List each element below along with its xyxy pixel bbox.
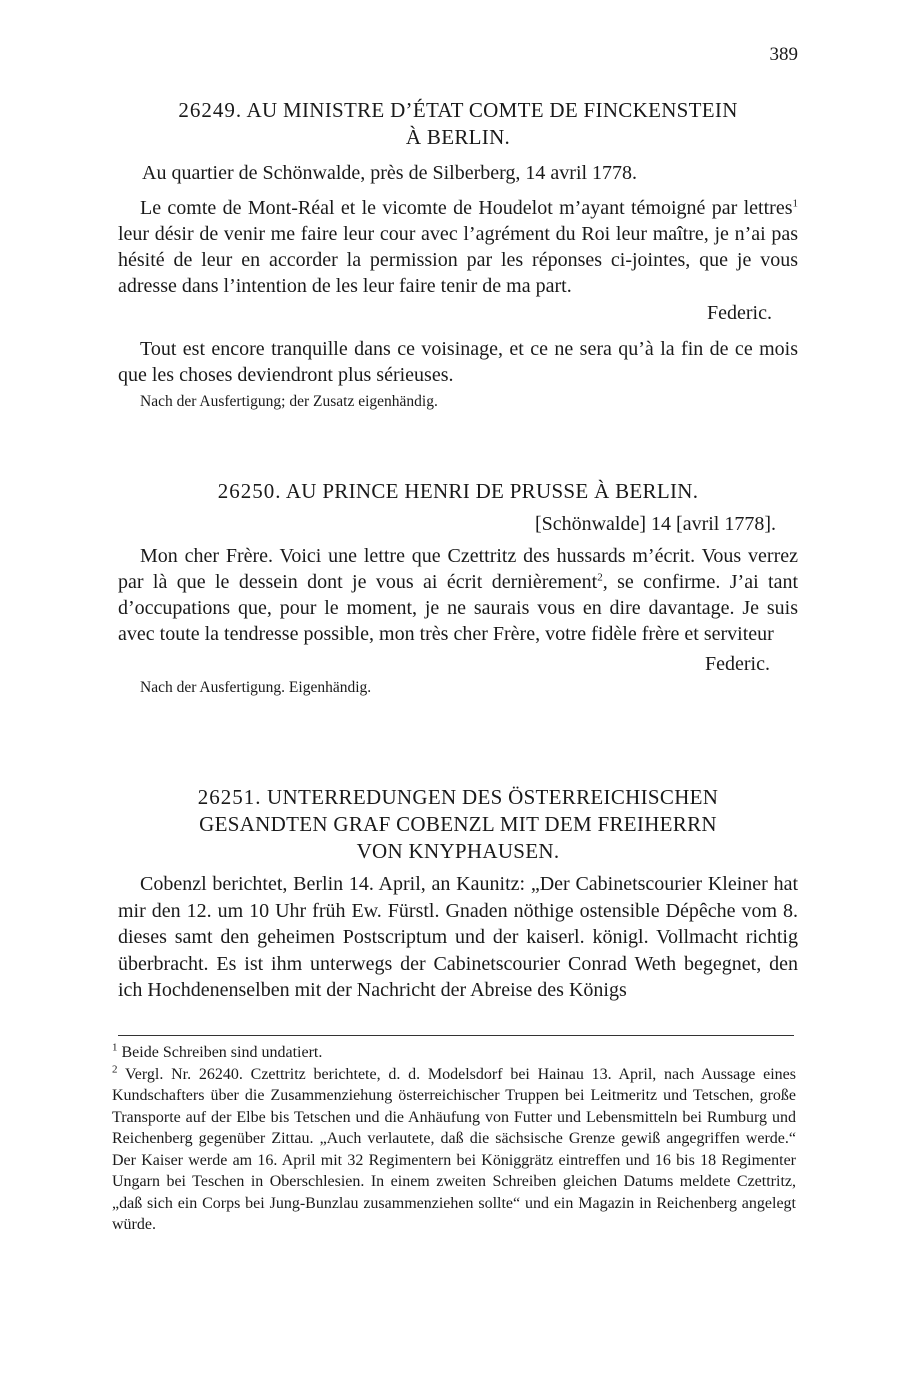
- doc1-title-line2: À BERLIN.: [405, 125, 511, 149]
- doc3-number: 26251.: [197, 785, 262, 809]
- document-26250: [118, 478, 798, 698]
- doc1-heading: [118, 97, 798, 151]
- doc3-title-line2: GESANDTEN GRAF COBENZL MIT DEM FREIHERRN: [199, 812, 717, 836]
- doc1-para1-rest: leur désir de venir me faire leur cour avec l’agrément du Roi leur maître, je n’ai pas hésité de leur en accorder la permission par les réponses ci-jointes, que je vous adresse dans l’intention de les leur faire tenir de ma part.: [118, 223, 798, 297]
- footnote-1-text: Beide Schreiben sind undatiert.: [117, 1044, 323, 1061]
- doc1-para1-text: Le comte de Mont-Réal et le vicomte de Houdelot m’ayant témoigné par lettres: [140, 197, 793, 219]
- document-26251: [118, 784, 798, 1004]
- doc3-title-line1: UNTERREDUNGEN DES ÖSTERREICHISCHEN: [267, 785, 719, 809]
- doc2-signature: Federic.: [705, 653, 770, 675]
- footnotes: [112, 1042, 796, 1236]
- doc3-paragraph-1: Cobenzl berichtet, Berlin 14. April, an Kaunitz: „Der Cabinetscourier Kleiner hat mir den 12. um 10 Uhr früh Ew. Fürstl. Gnaden nöthige ostensible Dépêche vom 8. dieses samt den geheimen Postscriptum und der kaiserl. königl. Vollmacht richtig überbracht. Es ist ihm unterwegs der Cabinetscourier Conrad Weth begegnet, den ich Hochdenenselben mit der Nachricht der Abreise des Königs: [118, 873, 798, 1001]
- doc1-dateline: Au quartier de Schönwalde, près de Silberberg, 14 avril 1778.: [142, 162, 638, 184]
- doc2-source-note: Nach der Ausfertigung. Eigenhändig.: [140, 679, 372, 696]
- doc1-title-line1: AU MINISTRE D’ÉTAT COMTE DE FINCKENSTEIN: [246, 98, 738, 122]
- footnote-ref-2: 2: [597, 571, 603, 584]
- doc2-paragraph-1: [118, 543, 798, 647]
- document-26249: [118, 97, 798, 412]
- footnote-2-text: Vergl. Nr. 26240. Czettritz berichtete, d. d. Modelsdorf bei Hainau 13. April, nach Aussage eines Kundschafters über die Zusammenziehung österreichischer Truppen bei Leitmeritz und Tetschen, große Transporte auf der Elbe bis Tetschen und die Anhäufung von Futter und Lebensmitteln bei Rumburg und Reichenberg gegenüber Zittau. „Auch verlautete, daß die sächsische Grenze gewiß angegriffen werde.“ Der Kaiser werde am 16. April mit 32 Regimentern bei Königgrätz eintreffen und 16 bis 18 Regimenter Ungarn bei Teschen in Oberschlesien. In einem zweiten Schreiben gleichen Datums meldete Czettritz, „daß sich ein Corps bei Jung-Bunzlau zusammenziehen sollte“ und ein Magazin in Reichenberg angelegt würde.: [112, 1065, 796, 1233]
- footnote-1-mark: 1: [112, 1041, 118, 1054]
- doc3-heading: [118, 784, 798, 865]
- doc2-title: AU PRINCE HENRI DE PRUSSE À BERLIN.: [285, 479, 699, 503]
- footnote-divider: [118, 1035, 794, 1036]
- doc2-dateline: [Schönwalde] 14 [avril 1778].: [534, 513, 776, 535]
- doc1-source-note: Nach der Ausfertigung; der Zusatz eigenhändig.: [140, 393, 438, 410]
- doc2-heading: [118, 478, 798, 505]
- footnote-2-mark: 2: [112, 1063, 118, 1076]
- doc2-para1-rest: , se confirme. J’ai tant d’occupations que, pour le moment, je ne saurais vous en dire davantage. Je suis avec toute la tendresse possible, mon très cher Frère, votre fidèle frère et serviteur: [118, 571, 799, 645]
- doc3-title-line3: VON KNYPHAUSEN.: [356, 839, 560, 863]
- doc1-paragraph-1: [118, 195, 798, 299]
- footnote-2: [112, 1064, 796, 1236]
- doc2-para1-text: Mon cher Frère. Voici une lettre que Czettritz des hussards m’écrit. Vous verrez par là que le dessein dont je vous ai écrit dernièrement: [118, 545, 798, 593]
- doc2-number: 26250.: [217, 479, 282, 503]
- doc1-signature: Federic.: [707, 302, 772, 324]
- page-number: 389: [769, 44, 798, 65]
- footnote-ref-1: 1: [792, 197, 798, 210]
- doc1-paragraph-2: Tout est encore tranquille dans ce voisinage, et ce ne sera qu’à la fin de ce mois que les choses deviendront plus sérieuses.: [118, 338, 798, 386]
- doc1-number: 26249.: [178, 98, 243, 122]
- footnote-1: [112, 1042, 796, 1064]
